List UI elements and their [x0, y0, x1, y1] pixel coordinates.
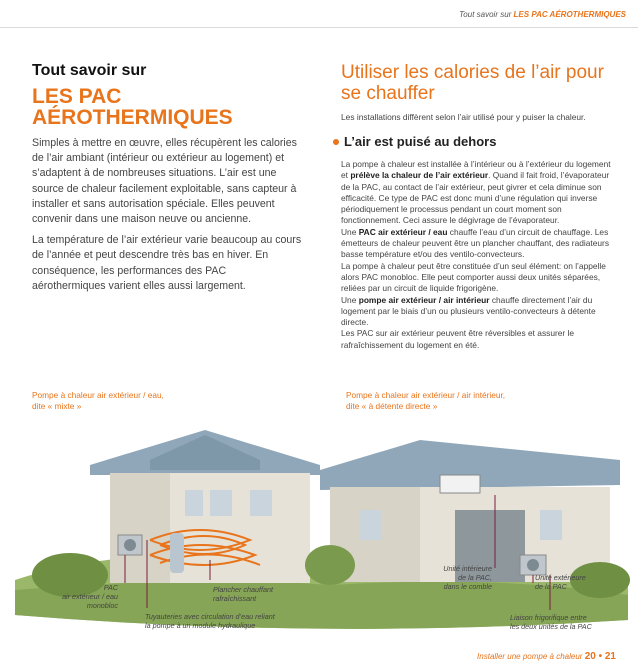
body-paragraph-1: La pompe à chaleur est installée à l’intérieur ou à l’extérieur du logement et prélève la chaleur de l’air extérieur. Quand il fait froid, l’évaporateur de la PAC, au contact de l’air extérieur, peut givrer et cela diminue son efficacité. Ce type de PAC est donc muni d’une régulation qui inverse périodiquement le processus pendant un court moment son fonctionnement. Ceci assure le dégivrage de l’évaporateur. [341, 159, 611, 226]
body-paragraph-2: Une PAC air extérieur / eau chauffe l’eau d’un circuit de chauffage. Les émetteurs de chaleur peuvent être un plancher chauffant, des radiateurs basse température et/ou des ventilo-convecteurs. [341, 226, 610, 260]
header-highlight: LES PAC AÉROTHERMIQUES [513, 10, 626, 19]
label-plancher: Plancher chauffant rafraîchissant [213, 585, 273, 603]
subheading-text: L’air est puisé au dehors [344, 134, 497, 149]
bullet-icon [333, 139, 339, 145]
label-pac: PAC air extérieur / eau monobloc [62, 583, 118, 610]
page-numbers: 20 • 21 [584, 651, 616, 662]
footer-text: Installer une pompe à chaleur [477, 652, 583, 661]
right-column [341, 62, 611, 351]
label-unite-interieure: Unité intérieure de la PAC, dans le comble [443, 564, 492, 591]
header-prefix: Tout savoir sur [459, 10, 512, 19]
label-liaison: Liaison frigorifique entre les deux unités de la PAC [510, 613, 592, 631]
right-title: Utiliser les calories de l’air pour se chauffer [341, 62, 604, 104]
caption-left: Pompe à chaleur air extérieur / eau, dite « mixte » [32, 390, 164, 411]
right-body [341, 159, 611, 351]
left-kicker: Tout savoir sur [32, 62, 147, 79]
running-header [459, 10, 626, 19]
indoor-unit [440, 475, 480, 493]
left-title-line1: LES PAC [32, 85, 122, 108]
left-title [32, 86, 302, 128]
header-divider [0, 27, 638, 28]
label-tuyauteries: Tuyauteries avec circulation d’eau reliant la pompe à un module hydraulique [145, 612, 275, 630]
water-tank [170, 533, 184, 573]
right-intro: Les installations diffèrent selon l’air utilisé pour y puiser la chaleur. [341, 112, 586, 122]
subheading [333, 134, 611, 149]
left-paragraph-2: La température de l’air extérieur varie beaucoup au cours de l’année et peut descendre très bas en hiver. En conséquence, les performances des PAC aérothermiques varient elles aussi largement. [32, 234, 302, 292]
left-column [32, 62, 302, 300]
body-paragraph-5: Les PAC sur air extérieur peuvent être réversibles et assurer le rafraîchissement du logement en été. [341, 328, 575, 350]
left-paragraph-1: Simples à mettre en œuvre, elles récupèrent les calories de l’air ambiant (intérieur ou extérieur au logement) et s’adaptent à de nombreuses situations. L’air est une source de chaleur facilement exploitable, sans capteur à installer et sans autorisation spéciale. Elles peuvent convenir dans une maison neuve ou ancienne. [32, 137, 297, 226]
page-footer [477, 651, 616, 662]
label-unite-exterieure: Unité extérieure de la PAC [535, 573, 586, 591]
body-paragraph-4: Une pompe air extérieur / air intérieur chauffe directement l’air du logement par le biais d’un ou plusieurs ventilo-convecteurs à détente directe. [341, 294, 596, 328]
caption-right: Pompe à chaleur air extérieur / air intérieur, dite « à détente directe » [346, 390, 506, 411]
body-paragraph-3: La pompe à chaleur peut être constituée d’un seul élément: on l’appelle alors PAC monobloc. Elle peut comporter aussi deux unités séparées, reliées par un circuit de liquide frigorigène. [341, 260, 606, 294]
left-title-line2: AÉROTHERMIQUES [32, 106, 233, 129]
